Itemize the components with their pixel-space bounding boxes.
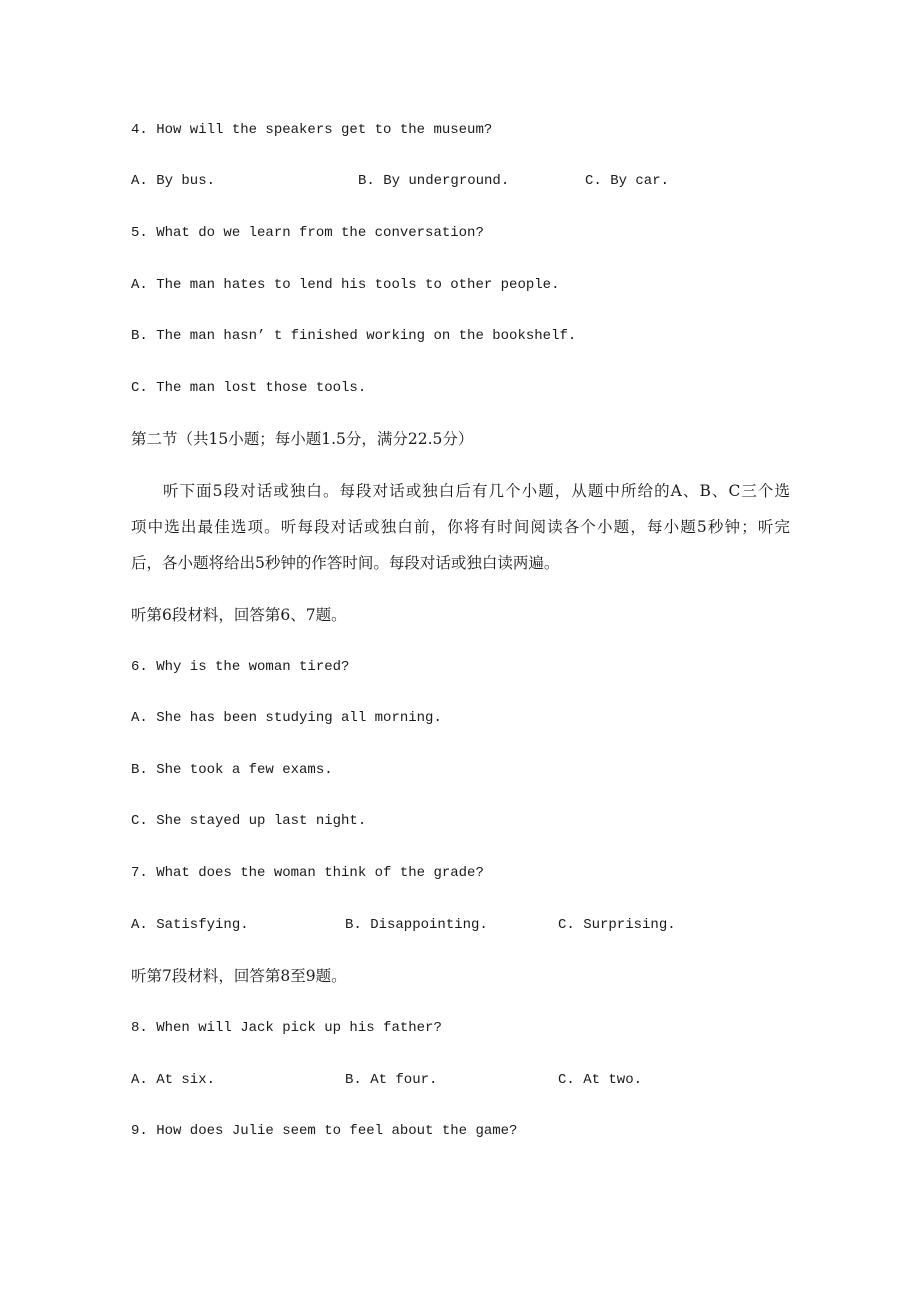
- option-c: C. At two.: [558, 1072, 643, 1088]
- question-5: 5. What do we learn from the conversation?: [131, 225, 484, 241]
- option-b: B. At four.: [345, 1072, 438, 1088]
- option-b: B. The man hasn’ t finished working on the bookshelf.: [131, 328, 577, 344]
- question-8: 8. When will Jack pick up his father?: [131, 1020, 442, 1036]
- question-9: 9. How does Julie seem to feel about the game?: [131, 1123, 518, 1139]
- question-4: 4. How will the speakers get to the museum?: [131, 122, 493, 138]
- option-a: A. She has been studying all morning.: [131, 710, 442, 726]
- instructions-line: 听下面5段对话或独白。每段对话或独白后有几个小题，从题中所给的A、B、C三个选: [163, 482, 790, 500]
- option-a: A. The man hates to lend his tools to other people.: [131, 277, 560, 293]
- section-heading: 第二节（共15小题；每小题1.5分，满分22.5分）: [131, 430, 474, 448]
- question-6: 6. Why is the woman tired?: [131, 659, 350, 675]
- option-a: A. Satisfying.: [131, 917, 249, 933]
- option-c: C. Surprising.: [558, 917, 676, 933]
- instructions-line: 后，各小题将给出5秒钟的作答时间。每段对话或独白读两遍。: [131, 554, 560, 572]
- option-a: A. By bus.: [131, 173, 216, 189]
- question-7: 7. What does the woman think of the grade?: [131, 865, 484, 881]
- option-c: C. She stayed up last night.: [131, 813, 367, 829]
- option-b: B. She took a few exams.: [131, 762, 333, 778]
- material-label: 听第7段材料，回答第8至9题。: [131, 967, 347, 985]
- option-c: C. The man lost those tools.: [131, 380, 367, 396]
- option-b: B. By underground.: [358, 173, 510, 189]
- option-b: B. Disappointing.: [345, 917, 488, 933]
- instructions-line: 项中选出最佳选项。听每段对话或独白前，你将有时间阅读各个小题，每小题5秒钟；听完: [131, 518, 790, 536]
- option-a: A. At six.: [131, 1072, 216, 1088]
- option-c: C. By car.: [585, 173, 670, 189]
- material-label: 听第6段材料，回答第6、7题。: [131, 606, 347, 624]
